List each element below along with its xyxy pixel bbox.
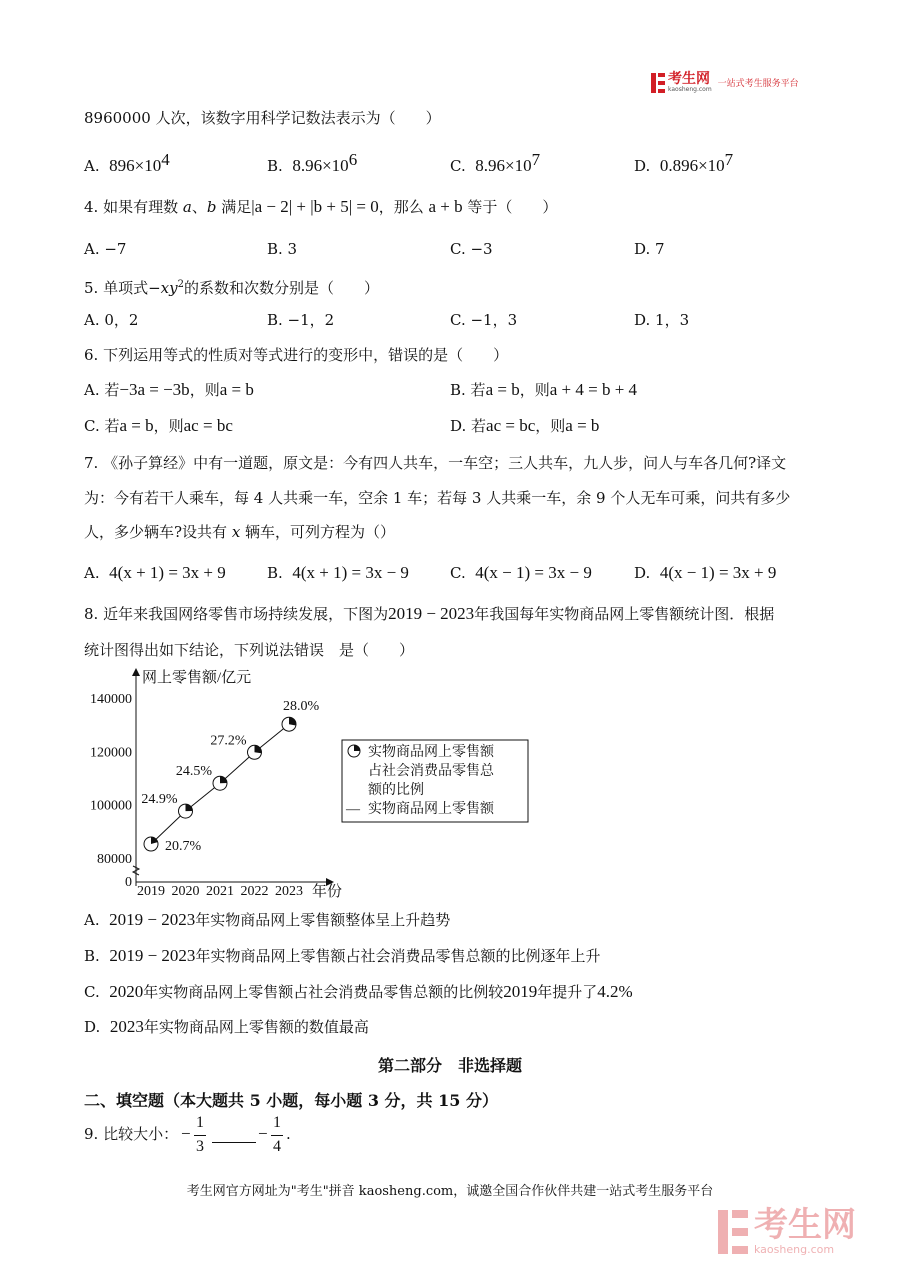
- header-logo: [651, 72, 799, 93]
- logo-name: 考生网: [668, 71, 710, 87]
- q3-option-b: B. $8.96\times 10^6$: [267, 150, 358, 175]
- y-tick-label: 80000: [97, 852, 132, 867]
- percentage-label: 20.7%: [165, 839, 202, 855]
- y-tick-label: 140000: [90, 692, 132, 707]
- legend-pie-line-3: 额的比例: [368, 783, 424, 798]
- q3-option-d: D. $0.896\times 10^7$: [634, 150, 734, 175]
- q7-option-b: B. 4(x + 1) = 3x − 9: [267, 563, 409, 582]
- pie-marker-slice: [255, 745, 262, 753]
- q7-option-a: A. 4(x + 1) = 3x + 9: [84, 563, 226, 582]
- legend-line-entry: 实物商品网上零售额: [368, 802, 494, 817]
- y-tick-label: 0: [125, 875, 132, 890]
- percentage-label: 24.9%: [141, 792, 178, 808]
- kaosheng-logo-icon: [651, 73, 665, 93]
- q6-option-d: D. 若ac = bc，则a = b: [450, 416, 600, 435]
- pie-marker-slice: [186, 804, 193, 811]
- q9-fraction-1-denominator: 3: [196, 1138, 204, 1155]
- watermark-name: 考生网: [754, 1205, 856, 1245]
- logo-domain: kaosheng.com: [668, 86, 712, 93]
- percentage-label: 27.2%: [210, 733, 247, 749]
- y-tick-label: 100000: [90, 798, 132, 814]
- q9-period: .: [286, 1125, 291, 1143]
- q3-stem: 8960000 人次，该数字用科学记数法表示为（ ）: [84, 109, 441, 127]
- percentage-label: 28.0%: [283, 699, 320, 715]
- q9-fraction-2-numerator: 1: [273, 1114, 281, 1131]
- q9-minus-2: −: [258, 1124, 268, 1143]
- q3-option-a: A. $896\times 10^4$: [84, 150, 170, 175]
- pie-marker-slice: [289, 717, 296, 725]
- q8-option-d: D. 2023年实物商品网上零售额的数值最高: [84, 1017, 369, 1036]
- x-tick-label: 2020: [171, 884, 200, 899]
- q7-line-2: 为：今有若干人乘车，每 4 人共乘一车，空余 1 车；若每 3 人共乘一车，余 9 个人无车可乘，问共有多少: [84, 489, 791, 507]
- q6-option-c: C. 若a = b，则ac = bc: [84, 416, 233, 435]
- legend-pie-line-1: 实物商品网上零售额: [368, 745, 494, 760]
- q8-option-a: A. 2019 − 2023年实物商品网上零售额整体呈上升趋势: [84, 910, 451, 929]
- y-axis-label: 网上零售额/亿元: [142, 670, 252, 686]
- q4-option-d: D. 7: [634, 240, 665, 258]
- watermark-logo-icon: [718, 1210, 748, 1254]
- q9-answer-blank[interactable]: [212, 1142, 256, 1143]
- q4-option-a: A. −7: [84, 240, 127, 258]
- q4-option-b: B. 3: [267, 240, 298, 258]
- q5-option-d: D. 1，3: [634, 311, 690, 329]
- q7-option-d: D. 4(x − 1) = 3x + 9: [634, 563, 777, 582]
- q5-option-c: C. −1，3: [450, 311, 518, 329]
- percentage-label: 24.5%: [175, 764, 212, 780]
- x-tick-label: 2023: [275, 884, 303, 899]
- x-tick-label: 2022: [240, 884, 269, 899]
- q8-line-2: 统计图得出如下结论，下列说法错误 是（ ）: [84, 641, 415, 659]
- x-tick-label: 2021: [206, 884, 234, 899]
- q9-fraction-1-numerator: 1: [196, 1114, 204, 1131]
- watermark-logo: [718, 1207, 856, 1256]
- q7-line-3: 人，多少辆车?设共有 x 辆车，可列方程为（）: [84, 523, 396, 541]
- q8-option-b: B. 2019 − 2023年实物商品网上零售额占社会消费品零售总额的比例逐年上升: [84, 946, 601, 965]
- q9-fraction-2-denominator: 4: [273, 1138, 281, 1155]
- q5-option-b: B. −1，2: [267, 311, 335, 329]
- q9-fraction-1-bar: [194, 1135, 206, 1136]
- axis-break-icon: [133, 866, 139, 875]
- y-tick-label: 120000: [90, 745, 132, 761]
- q9-minus-1: −: [181, 1124, 191, 1143]
- q6-option-b: B. 若a = b，则a + 4 = b + 4: [450, 380, 638, 399]
- legend-pie-line-2: 占社会消费品零售总: [368, 764, 494, 779]
- q8-option-c: C. 2020年实物商品网上零售额占社会消费品零售总额的比例较2019年提升了4.2%: [84, 982, 633, 1001]
- footer-text: 考生网官方网址为"考生"拼音 kaosheng.com，诚邀全国合作伙伴共建一站式考生服务平台: [186, 1184, 714, 1199]
- q5-stem: 5. 单项式$-xy^2$的系数和次数分别是（ ）: [84, 279, 379, 297]
- x-axis-label: 年份: [312, 884, 343, 900]
- q4-stem: 4. 如果有理数 a、b 满足|a − 2| + |b + 5| = 0，那么 a + b 等于（ ）: [84, 197, 558, 216]
- part-two-title: 第二部分 非选择题: [377, 1056, 522, 1075]
- watermark-domain: kaosheng.com: [754, 1243, 835, 1256]
- q8-line-1: 8. 近年来我国网络零售市场持续发展，下图为2019 − 2023年我国每年实物商品网上零售额统计图．根据: [84, 604, 775, 623]
- section-fill-in-title: 二、填空题（本大题共 5 小题，每小题 3 分，共 15 分）: [84, 1091, 498, 1110]
- q5-option-a: A. 0，2: [84, 311, 139, 329]
- q9-prefix: 9. 比较大小：: [84, 1125, 179, 1143]
- q4-option-c: C. −3: [450, 240, 493, 258]
- q3-option-c: C. $8.96\times 10^7$: [450, 150, 541, 175]
- q7-option-c: C. 4(x − 1) = 3x − 9: [450, 563, 592, 582]
- retail-sales-chart: [80, 660, 540, 900]
- q7-line-1: 7. 《孙子算经》中有一道题，原文是：今有四人共车，一车空；三人共车，九人步，问人与车各几何?译文: [84, 454, 787, 472]
- q4-equation: |a − 2| + |b + 5| = 0: [251, 197, 379, 216]
- logo-slogan: 一站式考生服务平台: [717, 79, 799, 89]
- x-tick-label: 2019: [137, 884, 165, 899]
- q6-option-a: A. 若−3a = −3b，则a = b: [84, 380, 254, 399]
- q6-stem: 6. 下列运用等式的性质对等式进行的变形中，错误的是（ ）: [84, 346, 509, 364]
- q9-fraction-2-bar: [271, 1135, 283, 1136]
- legend: [342, 740, 528, 822]
- legend-line-glyph: —: [346, 802, 360, 817]
